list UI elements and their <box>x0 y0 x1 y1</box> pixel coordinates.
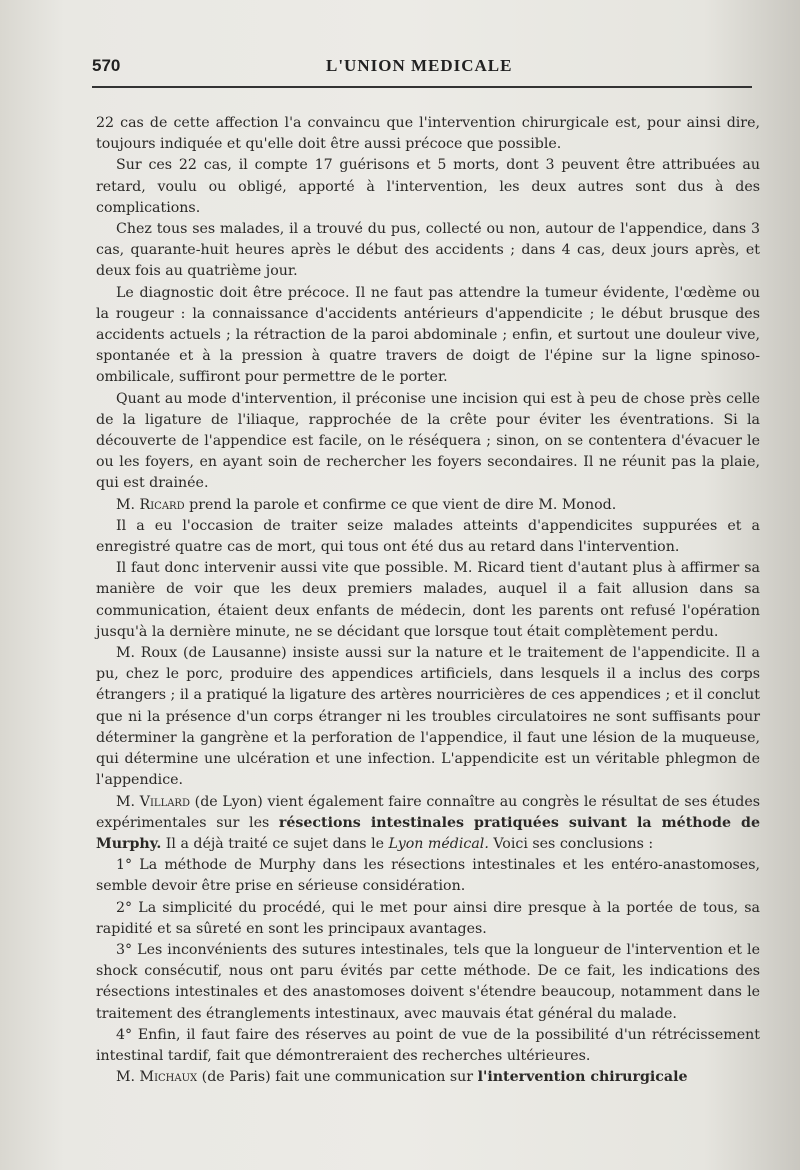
bold-topic: l'intervention chirurgicale <box>477 1069 688 1086</box>
paragraph: Sur ces 22 cas, il compte 17 guérisons et 5 morts, dont 3 peuvent être attribuées au retard, voulu ou obligé, apporté à l'intervention, les deux autres sont dus à des complications. <box>96 157 760 216</box>
paragraph <box>96 1067 760 1088</box>
paragraph: Il faut donc intervenir aussi vite que possible. M. Ricard tient d'autant plus à affirmer sa manière de voir que les deux premiers malades, auquel il a fait allusion dans sa communication, étaient deux enfants de médecin, dont les parents ont refusé l'opération jusqu'à la dernière minute, ne se décidant que lorsque tout était complètement perdu. <box>96 560 760 640</box>
paragraph-text: prend la parole et confirme ce que vient de dire M. Monod. <box>184 496 617 513</box>
paragraph: Chez tous ses malades, il a trouvé du pus, collecté ou non, autour de l'appendice, dans 3 cas, quarante-huit heures après le début des accidents ; dans 4 cas, deux jours après, et deux fois au quatrième jour. <box>96 221 760 280</box>
page-number: 570 <box>92 56 121 75</box>
paragraph <box>96 792 760 856</box>
paragraph: 1° La méthode de Murphy dans les résections intestinales et les entéro-anastomoses, semble devoir être prise en sérieuse considération. <box>96 857 760 895</box>
paragraph <box>96 495 760 516</box>
paragraph: Le diagnostic doit être précoce. Il ne faut pas attendre la tumeur évidente, l'œdème ou la rougeur : la connaissance d'accidents antérieurs d'appendicite ; le début brusque des accidents actuels ; la rétraction de la paroi abdominale ; enfin, et surtout une douleur vive, spontanée et à la pression à quatre travers de doigt de l'épine sur la ligne spinoso-ombilicale, suffiront pour permettre de le porter. <box>96 284 760 386</box>
paragraph: 22 cas de cette affection l'a convaincu que l'intervention chirurgicale est, pour ainsi dire, toujours indiquée et qu'elle doit être aussi précoce que possible. <box>96 115 760 153</box>
running-title: L'UNION MEDICALE <box>326 56 513 75</box>
paragraph: Quant au mode d'intervention, il préconise une incision qui est à peu de chose près celle de la ligature de l'iliaque, rapprochée de la crête pour éviter les éventrations. Si la découverte de l'appendice est facile, on le réséquera ; sinon, on se contentera d'évacuer le ou les foyers, en ayant soin de rechercher les foyers secondaires. Il ne réunit pas la plaie, qui est drainée. <box>96 390 760 492</box>
speaker-name: M. Ricard <box>116 496 185 513</box>
paragraph-text: Il a déjà traité ce sujet dans le <box>161 835 389 852</box>
speaker-name: M. Villard <box>116 793 190 810</box>
paragraph: Il a eu l'occasion de traiter seize malades atteints d'appendicites suppurées et a enregistré quatre cas de mort, qui tous ont été dus au retard dans l'intervention. <box>96 517 760 556</box>
article-body <box>96 113 760 1088</box>
paragraph-text: (de Lyon) vient également faire connaître au congrès le résultat de ses études expérimentales sur les <box>96 793 760 831</box>
page-header <box>92 56 752 86</box>
paragraph: 4° Enfin, il faut faire des réserves au point de vue de la possibilité d'un rétrécissement intestinal tardif, fait que démontreraient des recherches ultérieures. <box>96 1026 760 1064</box>
paragraph: 3° Les inconvénients des sutures intestinales, tels que la longueur de l'intervention et le shock consécutif, nous ont paru évités par cette méthode. De ce fait, les indications des résections intestinales et des anastomoses doivent s'étendre beaucoup, notamment dans le traitement des étranglements intestinaux, avec mauvais état général du malade. <box>96 941 760 1022</box>
speaker-name: M. Michaux <box>116 1069 198 1086</box>
paragraph: 2° La simplicité du procédé, qui le met pour ainsi dire presque à la portée de tous, sa rapidité et sa sûreté en sont les principaux avantages. <box>96 899 760 937</box>
bold-topic: résections intestinales pratiquées suivant la méthode de Murphy. <box>96 814 760 852</box>
paragraph-text: Voici ses conclusions : <box>488 835 654 852</box>
journal-title: Lyon médical. <box>388 835 489 852</box>
header-rule <box>92 86 752 88</box>
paragraph-text: (de Paris) fait une communication sur <box>197 1069 478 1086</box>
paragraph: M. Roux (de Lausanne) insiste aussi sur la nature et le traitement de l'appendicite. Il a pu, chez le porc, produire des appendices artificiels, dans lesquels il a inclus des corps étrangers ; il a pratiqué la ligature des artères nourricières de ces appendices ; et il conclut que ni la présence d'un corps étranger ni les troubles circulatoires ne sont suffisants pour déterminer la gangrène et la perforation de l'appendice, il faut une lésion de la muqueuse, qui détermine une ulcération et une infection. L'appendicite est un véritable phlegmon de l'appendice. <box>96 645 760 789</box>
